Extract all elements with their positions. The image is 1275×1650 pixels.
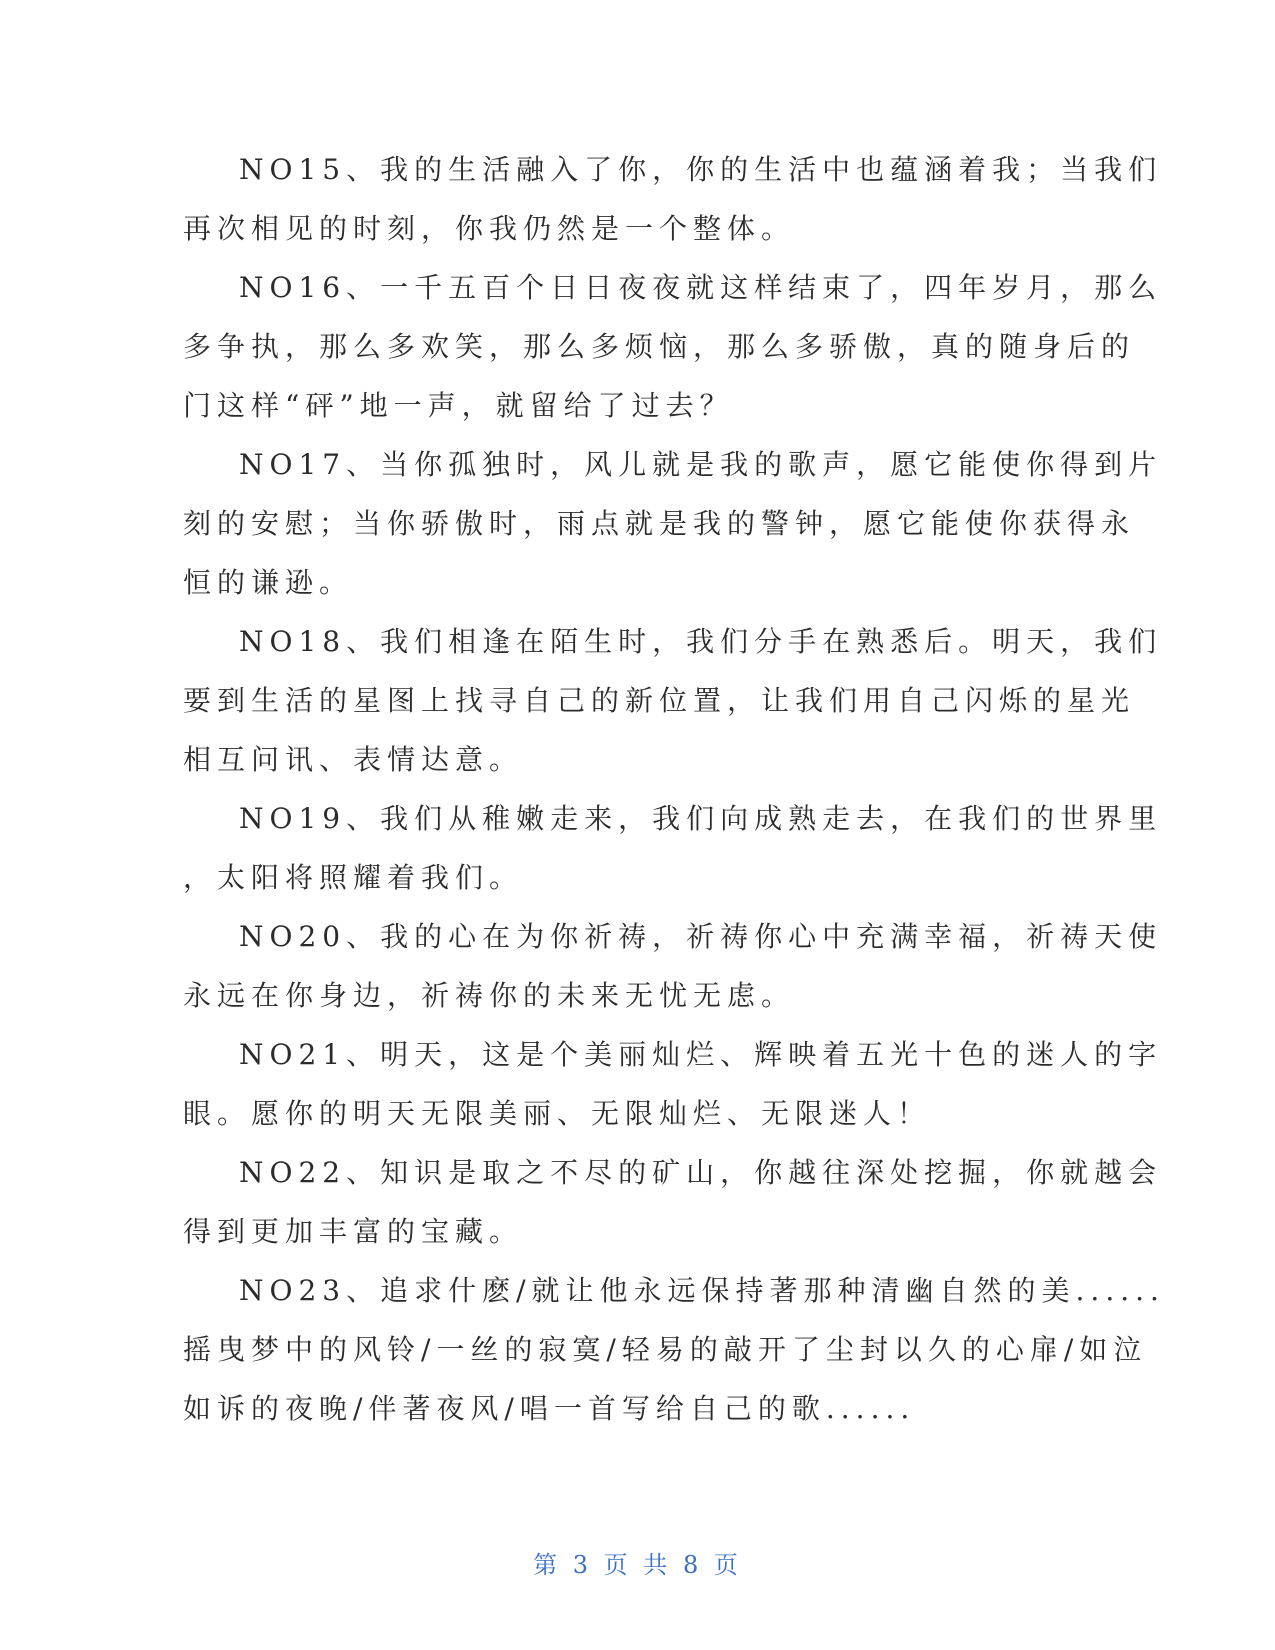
paragraph-no17 — [183, 435, 1163, 612]
paragraph-line: NO21、明天，这是个美丽灿烂、辉映着五光十色的迷人的字 — [239, 1038, 1163, 1071]
paragraph-line: 得到更加丰富的宝藏。 — [183, 1215, 524, 1248]
paragraph-no19 — [183, 789, 1163, 907]
paragraph-line: NO16、一千五百个日日夜夜就这样结束了，四年岁月，那么 — [239, 271, 1163, 304]
paragraph-line: NO18、我们相逢在陌生时，我们分手在熟悉后。明天，我们 — [239, 625, 1163, 658]
paragraph-no23 — [183, 1261, 1165, 1438]
paragraph-line: NO22、知识是取之不尽的矿山，你越往深处挖掘，你就越会 — [239, 1156, 1163, 1189]
paragraph-line: 如诉的夜晚/伴著夜风/唱一首写给自己的歌...... — [183, 1392, 916, 1425]
paragraph-line: 刻的安慰；当你骄傲时，雨点就是我的警钟，愿它能使你获得永 — [183, 507, 1136, 540]
paragraph-line: NO15、我的生活融入了你，你的生活中也蕴涵着我；当我们 — [239, 153, 1163, 186]
paragraph-line: 再次相见的时刻，你我仍然是一个整体。 — [183, 212, 796, 245]
paragraph-line: 相互问讯、表情达意。 — [183, 743, 524, 776]
paragraph-line: 摇曳梦中的风铃/一丝的寂寞/轻易的敲开了尘封以久的心扉/如泣 — [183, 1333, 1148, 1366]
paragraph-line: NO20、我的心在为你祈祷，祈祷你心中充满幸福，祈祷天使 — [239, 920, 1163, 953]
paragraph-no16 — [183, 258, 1163, 435]
document-body — [183, 140, 1165, 1438]
page-number-footer: 第 3 页 共 8 页 — [533, 1551, 742, 1579]
paragraph-line: 要到生活的星图上找寻自己的新位置，让我们用自己闪烁的星光 — [183, 684, 1136, 717]
paragraph-line: 永远在你身边，祈祷你的未来无忧无虑。 — [183, 979, 796, 1012]
paragraph-no20 — [183, 907, 1163, 1025]
paragraph-no21 — [183, 1025, 1163, 1143]
paragraph-line: 眼。愿你的明天无限美丽、无限灿烂、无限迷人！ — [183, 1097, 932, 1130]
paragraph-line: 门这样“砰”地一声，就留给了过去？ — [183, 389, 734, 422]
paragraph-no22 — [183, 1143, 1163, 1261]
paragraph-no18 — [183, 612, 1163, 789]
paragraph-line: NO17、当你孤独时，风儿就是我的歌声，愿它能使你得到片 — [239, 448, 1163, 481]
paragraph-line: 多争执，那么多欢笑，那么多烦恼，那么多骄傲，真的随身后的 — [183, 330, 1136, 363]
paragraph-line: NO23、追求什麽/就让他永远保持著那种清幽自然的美...... — [239, 1274, 1165, 1307]
paragraph-line: ，太阳将照耀着我们。 — [183, 861, 524, 894]
paragraph-no15 — [183, 140, 1163, 258]
paragraph-line: 恒的谦逊。 — [183, 566, 354, 599]
paragraph-line: NO19、我们从稚嫩走来，我们向成熟走去，在我们的世界里 — [239, 802, 1163, 835]
